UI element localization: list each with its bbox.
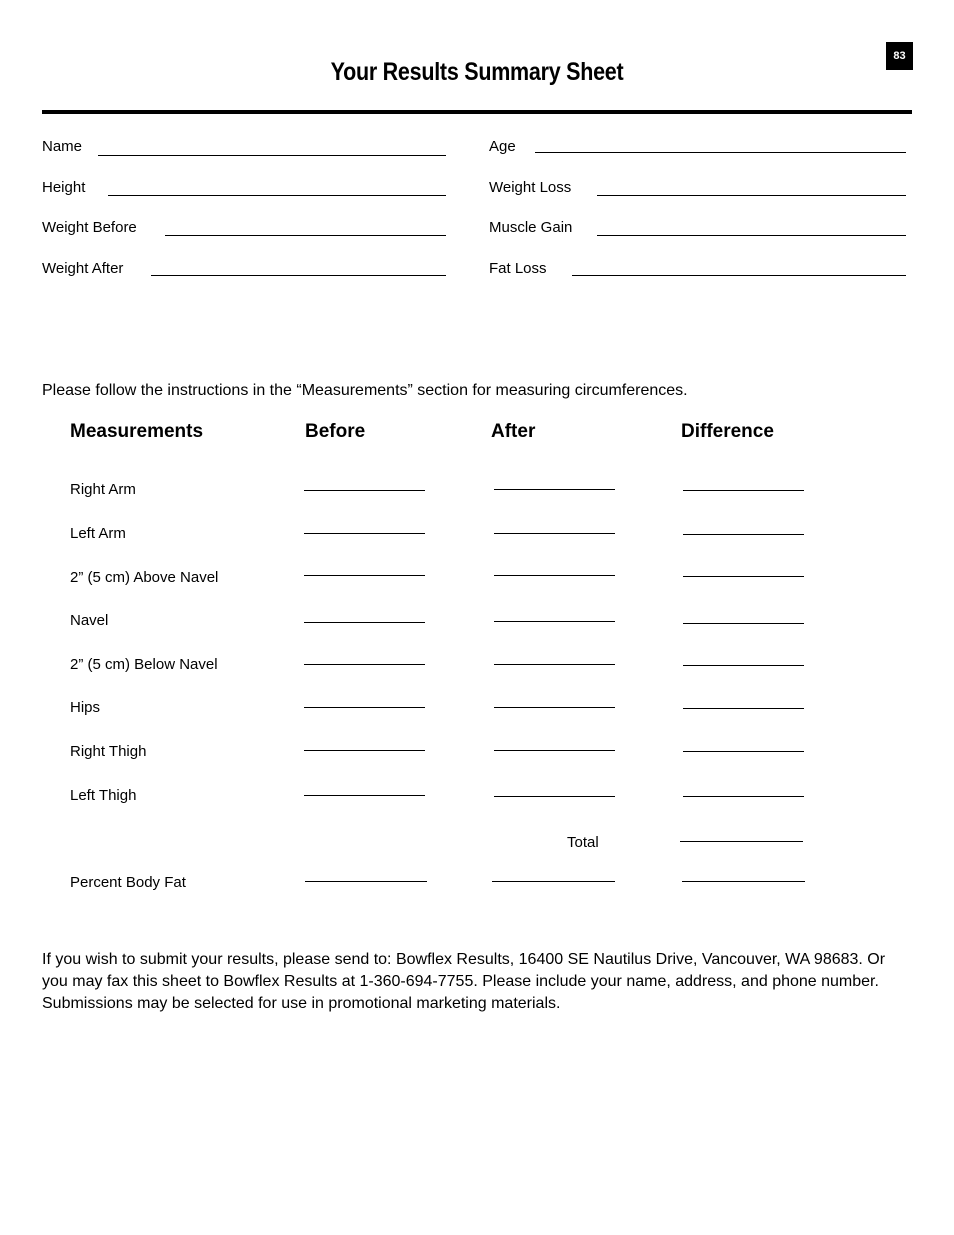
row-label-hips: Hips: [70, 699, 101, 716]
page-number: 83: [886, 42, 913, 70]
height-label: Height: [42, 179, 86, 196]
header-after: After: [491, 421, 536, 442]
below-navel-before-field[interactable]: [304, 664, 425, 665]
navel-before-field[interactable]: [304, 622, 425, 623]
age-label: Age: [489, 138, 516, 155]
instructions-text: Please follow the instructions in the “Measurements” section for measuring circumferences.: [42, 382, 688, 399]
body-fat-after-field[interactable]: [492, 881, 615, 882]
right-arm-before-field[interactable]: [304, 490, 425, 491]
body-fat-before-field[interactable]: [305, 881, 427, 882]
right-arm-after-field[interactable]: [494, 489, 615, 490]
weight-after-field[interactable]: [151, 275, 446, 276]
below-navel-after-field[interactable]: [494, 664, 615, 665]
hips-before-field[interactable]: [304, 707, 425, 708]
above-navel-difference-field[interactable]: [683, 576, 804, 577]
row-label-above-navel: 2” (5 cm) Above Navel: [70, 569, 219, 586]
age-field[interactable]: [535, 152, 906, 153]
row-label-right-arm: Right Arm: [70, 481, 136, 498]
body-fat-difference-field[interactable]: [682, 881, 805, 882]
total-label: Total: [567, 834, 599, 851]
left-arm-after-field[interactable]: [494, 533, 615, 534]
below-navel-difference-field[interactable]: [683, 665, 804, 666]
fat-loss-field[interactable]: [572, 275, 906, 276]
weight-loss-label: Weight Loss: [489, 179, 572, 196]
right-arm-difference-field[interactable]: [683, 490, 804, 491]
muscle-gain-label: Muscle Gain: [489, 219, 573, 236]
hips-after-field[interactable]: [494, 707, 615, 708]
page-title: Your Results Summary Sheet: [330, 58, 624, 86]
right-thigh-before-field[interactable]: [304, 750, 425, 751]
row-label-left-arm: Left Arm: [70, 525, 126, 542]
header-before: Before: [305, 421, 366, 442]
left-thigh-before-field[interactable]: [304, 795, 425, 796]
left-thigh-difference-field[interactable]: [683, 796, 804, 797]
fat-loss-label: Fat Loss: [489, 260, 547, 277]
weight-before-field[interactable]: [165, 235, 446, 236]
header-difference: Difference: [681, 421, 774, 442]
submission-text: If you wish to submit your results, please send to: Bowflex Results, 16400 SE Nautilus Drive, Vancouver, WA 98683. Or you may fax this sheet to Bowflex Results at 1-360-694-7755. Please include your name, address, and phone number. Submissions may be selected for use in promotional marketing materials.: [42, 951, 886, 1012]
above-navel-before-field[interactable]: [304, 575, 425, 576]
hips-difference-field[interactable]: [683, 708, 804, 709]
row-label-right-thigh: Right Thigh: [70, 743, 147, 760]
weight-loss-field[interactable]: [597, 195, 906, 196]
name-label: Name: [42, 138, 83, 155]
left-arm-difference-field[interactable]: [683, 534, 804, 535]
row-label-below-navel: 2” (5 cm) Below Navel: [70, 656, 218, 673]
left-arm-before-field[interactable]: [304, 533, 425, 534]
weight-before-label: Weight Before: [42, 219, 137, 236]
muscle-gain-field[interactable]: [597, 235, 906, 236]
navel-after-field[interactable]: [494, 621, 615, 622]
header-measurements: Measurements: [70, 421, 204, 442]
title-divider: [42, 110, 912, 114]
weight-after-label: Weight After: [42, 260, 124, 277]
right-thigh-after-field[interactable]: [494, 750, 615, 751]
above-navel-after-field[interactable]: [494, 575, 615, 576]
height-field[interactable]: [108, 195, 446, 196]
row-label-navel: Navel: [70, 612, 109, 629]
row-label-left-thigh: Left Thigh: [70, 787, 137, 804]
total-field[interactable]: [680, 841, 803, 842]
body-fat-label: Percent Body Fat: [70, 874, 186, 891]
name-field[interactable]: [98, 155, 446, 156]
right-thigh-difference-field[interactable]: [683, 751, 804, 752]
navel-difference-field[interactable]: [683, 623, 804, 624]
left-thigh-after-field[interactable]: [494, 796, 615, 797]
